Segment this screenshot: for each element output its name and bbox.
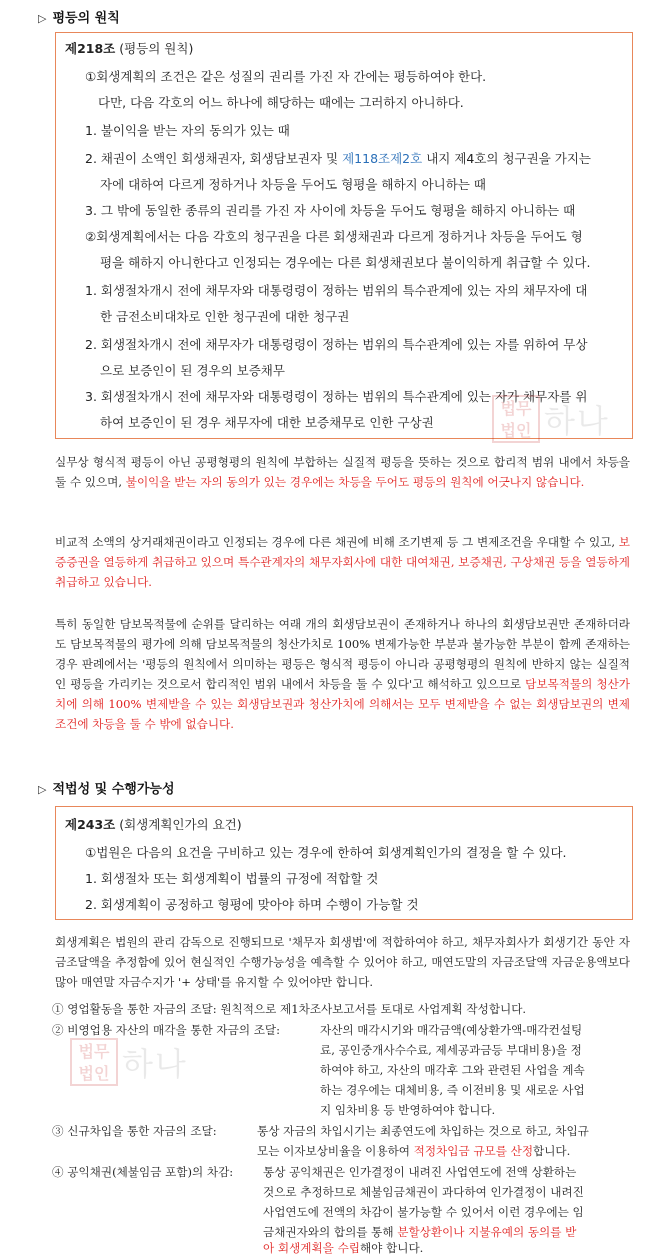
list-item-public-claims-text: 금채권자와의 합의를 통해 분할상환이나 지불유예의 동의를 받 bbox=[263, 1225, 577, 1239]
law-paragraph-1: ①법원은 다음의 요건을 구비하고 있는 경우에 한하여 회생계획인가의 결정을 할 수 있다. bbox=[85, 845, 567, 860]
law-paragraph-1: ①회생계획의 조건은 같은 성질의 권리를 가진 자 간에는 평등하여야 한다. bbox=[85, 69, 487, 84]
list-item-public-claims-text: 것으로 추정하므로 체불임금채권이 과다하여 인가결정이 내려진 bbox=[263, 1185, 584, 1199]
list-item-asset-sale-text: 료, 공인중개사수수료, 제세공과금등 부대비용)을 정 bbox=[320, 1043, 582, 1057]
law-box-article-243 bbox=[55, 806, 633, 920]
list-item-asset-sale-text: 자산의 매각시기와 매각금액(예상환가액-매각컨설팅 bbox=[320, 1023, 583, 1037]
paragraph-substantive-equality: 실무상 형식적 평등이 아닌 공평형평의 원칙에 부합하는 실질적 평등을 뜻하는 것으로 합리적 범위 내에서 차등을 둘 수 있으며, 불이익을 받는 자의 동의가 있는 경우에는 차등을 두어도 평등의 원칙에 어긋나지 않습니다. bbox=[55, 455, 630, 489]
law-sub-item-1-cont: 한 금전소비대차로 인한 청구권에 대한 청구권 bbox=[100, 309, 350, 324]
section-heading-equality bbox=[38, 7, 120, 26]
law-item-2-cont: 자에 대하여 다르게 정하거나 차등을 두어도 형평을 해하지 아니하는 때 bbox=[100, 177, 486, 192]
list-item-public-claims-text: 사업연도에 전액의 차감이 불가능할 수 있어서 이런 경우에는 임 bbox=[263, 1205, 584, 1219]
law-item-1: 1. 불이익을 받는 자의 동의가 있는 때 bbox=[85, 123, 290, 138]
law-item-2: 2. 채권이 소액인 회생채권자, 회생담보권자 및 제118조제2호 내지 제4호의 청구권을 가지는 bbox=[85, 151, 591, 166]
law-firm-stamp-icon: 법무 법인 bbox=[70, 1038, 118, 1086]
section-title: 적법성 및 수행가능성 bbox=[52, 782, 175, 797]
law-item-1: 1. 회생절차 또는 회생계획이 법률의 규정에 적합할 것 bbox=[85, 871, 379, 886]
list-item-asset-sale-text: 하는 경우에는 대체비용, 즉 이전비용 및 새로운 사업 bbox=[320, 1083, 585, 1097]
law-paragraph-1-proviso: 다만, 다음 각호의 어느 하나에 해당하는 때에는 그러하지 아니하다. bbox=[98, 95, 464, 110]
list-item-asset-sale-text: 하여야 하고, 자산의 매각후 그와 관련된 사업을 계속 bbox=[320, 1063, 585, 1077]
law-sub-item-1: 1. 회생절차개시 전에 채무자와 대통령령이 정하는 범위의 특수관계에 있는 자의 채무자에 대 bbox=[85, 283, 588, 298]
highlight-text: 적정차입금 규모를 산정 bbox=[413, 1144, 534, 1158]
list-item-operating-funds: ① 영업활동을 통한 자금의 조달: 원칙적으로 제1차조사보고서를 토대로 사업계획 작성합니다. bbox=[52, 1002, 527, 1016]
triangle-marker-icon: ▷ bbox=[38, 12, 47, 25]
highlight-text: 불이익을 받는 자의 동의가 있는 경우에는 차등을 두어도 평등의 원칙에 어긋나지 않습니다. bbox=[125, 475, 585, 489]
section-heading-feasibility bbox=[38, 778, 175, 797]
triangle-marker-icon: ▷ bbox=[38, 783, 47, 796]
list-item-asset-sale-head: ② 비영업용 자산의 매각을 통한 자금의 조달: bbox=[52, 1023, 281, 1037]
list-item-asset-sale-text: 지 임차비용 등 반영하여야 합니다. bbox=[320, 1103, 496, 1117]
list-item-new-borrowing-text: 통상 자금의 차입시기는 최종연도에 차입하는 것으로 하고, 차입규 bbox=[257, 1124, 589, 1138]
highlight-text: 아 회생계획을 수립 bbox=[263, 1241, 360, 1255]
watermark-logo: 법무 법인 하나 bbox=[70, 1038, 188, 1086]
highlight-text: 분할상환이나 지불유예의 동의를 받 bbox=[397, 1225, 577, 1239]
section-title: 평등의 원칙 bbox=[52, 11, 120, 26]
law-article-title: 제218조 (평등의 원칙) bbox=[65, 41, 194, 56]
highlight-text: 담보목적물의 청산가치에 의해 100% 변제받을 수 있는 회생담보권과 청산가치에 의해서는 모두 변제받을 수 없는 회생담보권의 변제조건에 차등을 둘 수 밖에 없습니다. bbox=[55, 677, 630, 731]
law-sub-item-3-cont: 하여 보증인이 된 경우 채무자에 대한 보증채무로 인한 구상권 bbox=[100, 415, 434, 430]
paragraph-small-claims: 비교적 소액의 상거래채권이라고 인정되는 경우에 다른 채권에 비해 조기변제 등 그 변제조건을 우대할 수 있고, 보증증권을 열등하게 취급하고 있으며 특수관계자의 채무자회사에 대한 대여채권, 보증채권, 구상채권 등을 열등하게 취급하고 있습니다. bbox=[55, 535, 630, 589]
law-paragraph-2: ②회생계획에서는 다음 각호의 청구권을 다른 회생채권과 다르게 정하거나 차등을 두어도 형 bbox=[85, 229, 583, 244]
law-box-article-218 bbox=[55, 32, 633, 439]
law-article-title: 제243조 (회생계획인가의 요건) bbox=[65, 817, 242, 832]
list-item-public-claims-head: ④ 공익채권(체불임금 포함)의 차감: bbox=[52, 1165, 234, 1179]
list-item-public-claims-text: 아 회생계획을 수립해야 합니다. bbox=[263, 1241, 424, 1255]
highlight-text: 보증증권을 열등하게 취급하고 있으며 특수관계자의 채무자회사에 대한 대여채권, 보증채권, 구상채권 등을 열등하게 취급하고 있습니다. bbox=[55, 535, 630, 589]
paragraph-plan-requirements: 회생계획은 법원의 관리 감독으로 진행되므로 '채무자 회생법'에 적합하여야 하고, 채무자회사가 회생기간 동안 자금조달액을 추정함에 있어 현실적인 수행가능성을 예측할 수 있어야 하고, 매연도말의 자금조달액 자금운용액보다 많아 매연말 자금수지가 '+ 상태'를 유지할 수 있어야만 합니다. bbox=[55, 935, 630, 989]
law-reference-link[interactable]: 제118조제2호 bbox=[342, 151, 423, 166]
paragraph-secured-claims: 특히 동일한 담보목적물에 순위를 달리하는 여래 개의 회생담보권이 존재하거나 하나의 회생담보권만 존재하더라도 담보목적물의 평가에 의해 담보목적물의 청산가치로 100% 변제가능한 부분과 불가능한 부분이 함께 존재하는 경우 판례에서는 '평등의 원칙에서 의미하는 평등은 형식적 평등이 아니라 공평형평의 원칙에 반하지 않는 실질적인 평등을 가리키는 것으로서 합리적인 범위 내에서 차등을 둘 수 있다'고 해석하고 있으므로 담보목적물의 청산가치에 의해 100% 변제받을 수 있는 회생담보권과 청산가치에 의해서는 모두 변제받을 수 없는 회생담보권의 변제조건에 차등을 둘 수 밖에 없습니다. bbox=[55, 617, 630, 731]
law-paragraph-2-cont: 평을 해하지 아니한다고 인정되는 경우에는 다른 회생채권보다 불이익하게 취급할 수 있다. bbox=[100, 255, 591, 270]
law-sub-item-2: 2. 회생절차개시 전에 채무자가 대통령령이 정하는 범위의 특수관계에 있는 자를 위하여 무상 bbox=[85, 337, 588, 352]
list-item-new-borrowing-text: 모는 이자보상비율을 이용하여 적정차입금 규모를 산정합니다. bbox=[257, 1144, 571, 1158]
list-item-public-claims-text: 통상 공익채권은 인가결정이 내려진 사업연도에 전액 상환하는 bbox=[263, 1165, 577, 1179]
list-item-new-borrowing-head: ③ 신규차입을 통한 자금의 조달: bbox=[52, 1124, 217, 1138]
law-item-2: 2. 회생계획이 공정하고 형평에 맞아야 하며 수행이 가능할 것 bbox=[85, 897, 419, 912]
law-sub-item-2-cont: 으로 보증인이 된 경우의 보증채무 bbox=[100, 363, 285, 378]
law-sub-item-3: 3. 회생절차개시 전에 채무자와 대통령령이 정하는 범위의 특수관계에 있는 자가 채무자를 위 bbox=[85, 389, 588, 404]
law-item-3: 3. 그 밖에 동일한 종류의 권리를 가진 자 사이에 차등을 두어도 형평을 해하지 아니하는 때 bbox=[85, 203, 576, 218]
